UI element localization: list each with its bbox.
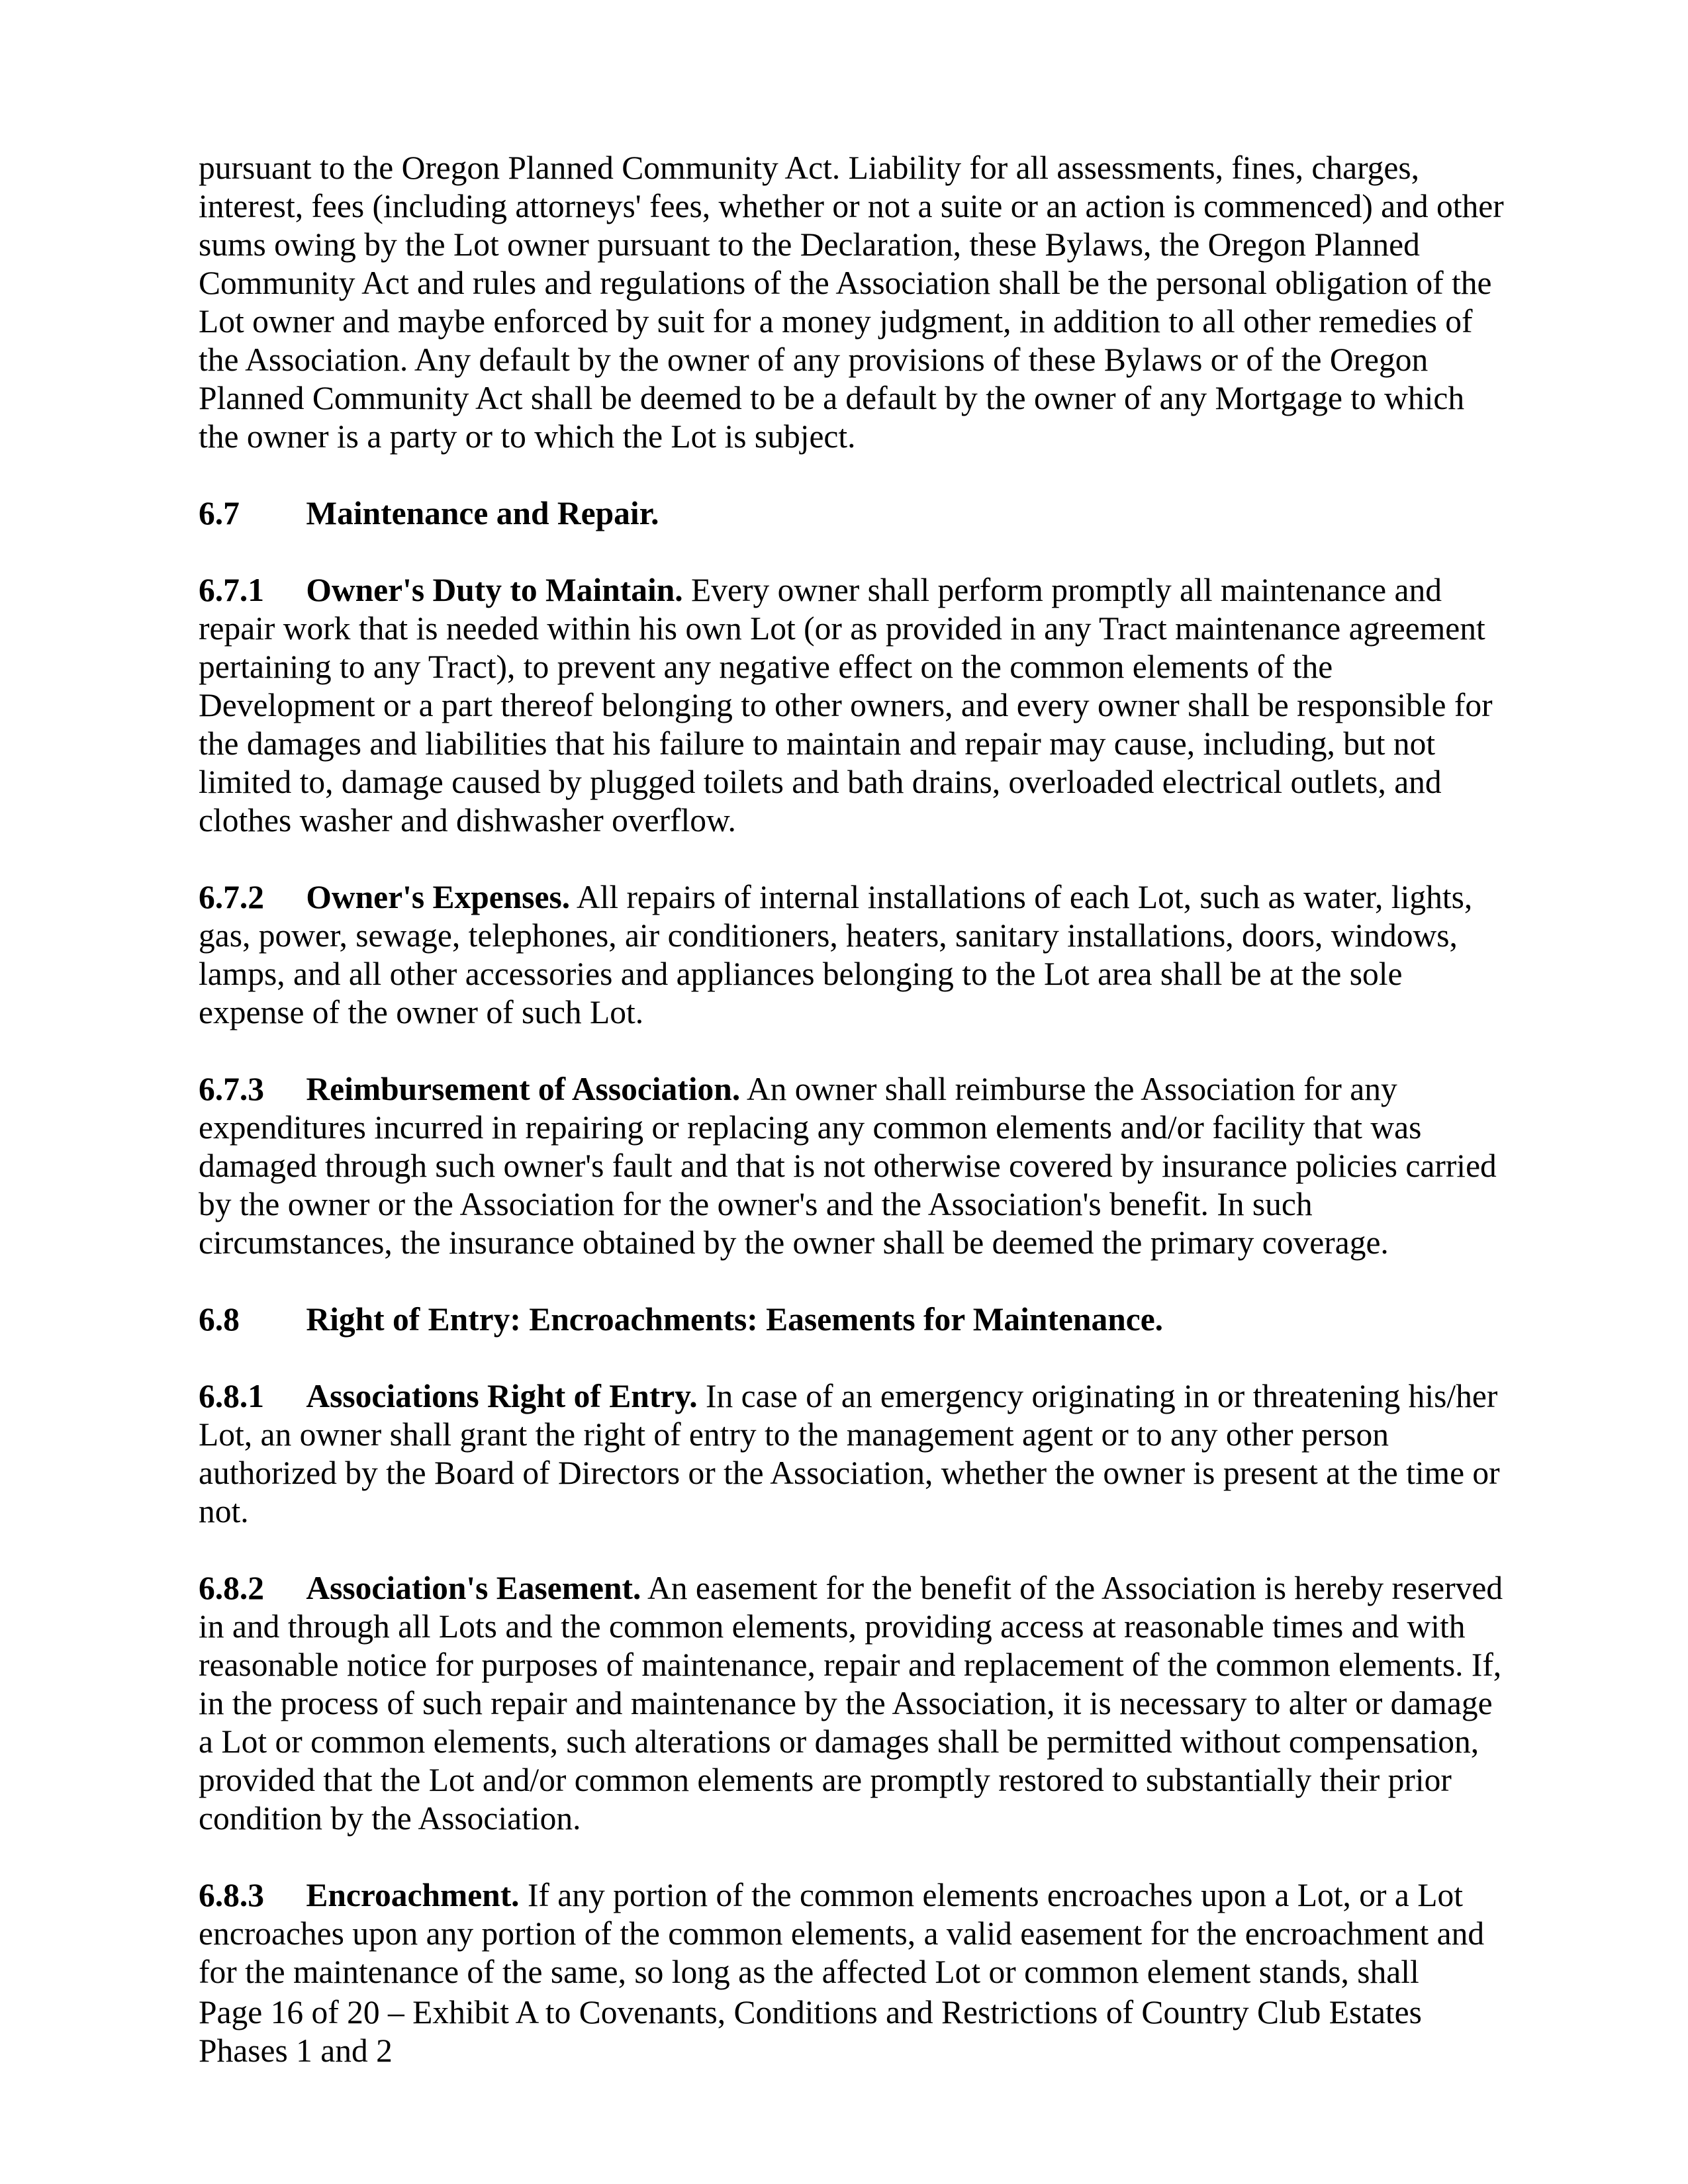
- section-heading-6-7: [199, 494, 1509, 533]
- subsection-6-7-3: [199, 1070, 1509, 1262]
- subsection-number: 6.8.2: [199, 1570, 264, 1606]
- subsection-6-8-2: [199, 1569, 1509, 1838]
- subsection-number: 6.7.1: [199, 572, 264, 608]
- subsection-6-7-2: [199, 878, 1509, 1032]
- section-number: 6.8: [199, 1301, 240, 1338]
- subsection-text: If any portion of the common elements encroaches upon a Lot, or a Lot encroaches upon any portion of the common elements, a valid easement for the encroachment and for the maintenance of the same, so long as the affected Lot or common element stands, shall: [199, 1877, 1485, 1990]
- subsection-title: Associations Right of Entry.: [306, 1378, 698, 1414]
- section-heading-6-8: [199, 1300, 1509, 1339]
- subsection-text: In case of an emergency originating in or threatening his/her Lot, an owner shall grant the right of entry to the management agent or to any other person authorized by the Board of Directors or the Association, whether the owner is present at the time or not.: [199, 1378, 1500, 1529]
- document-page: [199, 149, 1509, 2030]
- intro-paragraph: pursuant to the Oregon Planned Community Act. Liability for all assessments, fines, charges, interest, fees (including attorneys' fees, whether or not a suite or an action is commenced) and other sums owing by the Lot owner pursuant to the Declaration, these Bylaws, the Oregon Planned Community Act and rules and regulations of the Association shall be the personal obligation of the Lot owner and maybe enforced by suit for a money judgment, in addition to all other remedies of the Association. Any default by the owner of any provisions of these Bylaws or of the Oregon Planned Community Act shall be deemed to be a default by the owner of any Mortgage to which the owner is a party or to which the Lot is subject.: [199, 150, 1504, 455]
- subsection-title: Owner's Duty to Maintain.: [306, 572, 683, 608]
- subsection-title: Reimbursement of Association.: [306, 1071, 741, 1107]
- section-number: 6.7: [199, 495, 240, 531]
- subsection-text: Every owner shall perform promptly all maintenance and repair work that is needed within his own Lot (or as provided in any Tract maintenance agreement pertaining to any Tract), to prevent any negative effect on the common elements of the Development or a part thereof belonging to other owners, and every owner shall be responsible for the damages and liabilities that his failure to maintain and repair may cause, including, but not limited to, damage caused by plugged toilets and bath drains, overloaded electrical outlets, and clothes washer and dishwasher overflow.: [199, 572, 1493, 839]
- subsection-6-7-1: [199, 571, 1509, 840]
- subsection-text: An easement for the benefit of the Association is hereby reserved in and through all Lots and the common elements, providing access at reasonable times and with reasonable notice for purposes of maintenance, repair and replacement of the common elements. If, in the process of such repair and maintenance by the Association, it is necessary to alter or damage a Lot or common elements, such alterations or damages shall be permitted without compensation, provided that the Lot and/or common elements are promptly restored to substantially their prior condition by the Association.: [199, 1570, 1503, 1837]
- section-title: Right of Entry: Encroachments: Easements for Maintenance.: [306, 1301, 1164, 1338]
- subsection-title: Encroachment.: [306, 1877, 520, 1913]
- subsection-number: 6.8.3: [199, 1877, 264, 1913]
- subsection-6-8-3: [199, 1876, 1509, 1991]
- subsection-number: 6.7.2: [199, 879, 264, 915]
- subsection-title: Owner's Expenses.: [306, 879, 571, 915]
- subsection-6-8-1: [199, 1377, 1509, 1531]
- subsection-number: 6.7.3: [199, 1071, 264, 1107]
- subsection-number: 6.8.1: [199, 1378, 264, 1414]
- subsection-title: Association's Easement.: [306, 1570, 641, 1606]
- subsection-text: An owner shall reimburse the Association for any expenditures incurred in repairing or replacing any common elements and/or facility that was damaged through such owner's fault and that is not otherwise covered by insurance policies carried by the owner or the Association for the owner's and the Association's benefit. In such circumstances, the insurance obtained by the owner shall be deemed the primary coverage.: [199, 1071, 1497, 1261]
- subsection-text: All repairs of internal installations of each Lot, such as water, lights, gas, power, sewage, telephones, air conditioners, heaters, sanitary installations, doors, windows, lamps, and all other accessories and appliances belonging to the Lot area shall be at the sole expense of the owner of such Lot.: [199, 879, 1473, 1030]
- section-title: Maintenance and Repair.: [306, 495, 659, 531]
- page-footer: Page 16 of 20 – Exhibit A to Covenants, Conditions and Restrictions of Country Club Estates Phases 1 and 2: [199, 1994, 1422, 2069]
